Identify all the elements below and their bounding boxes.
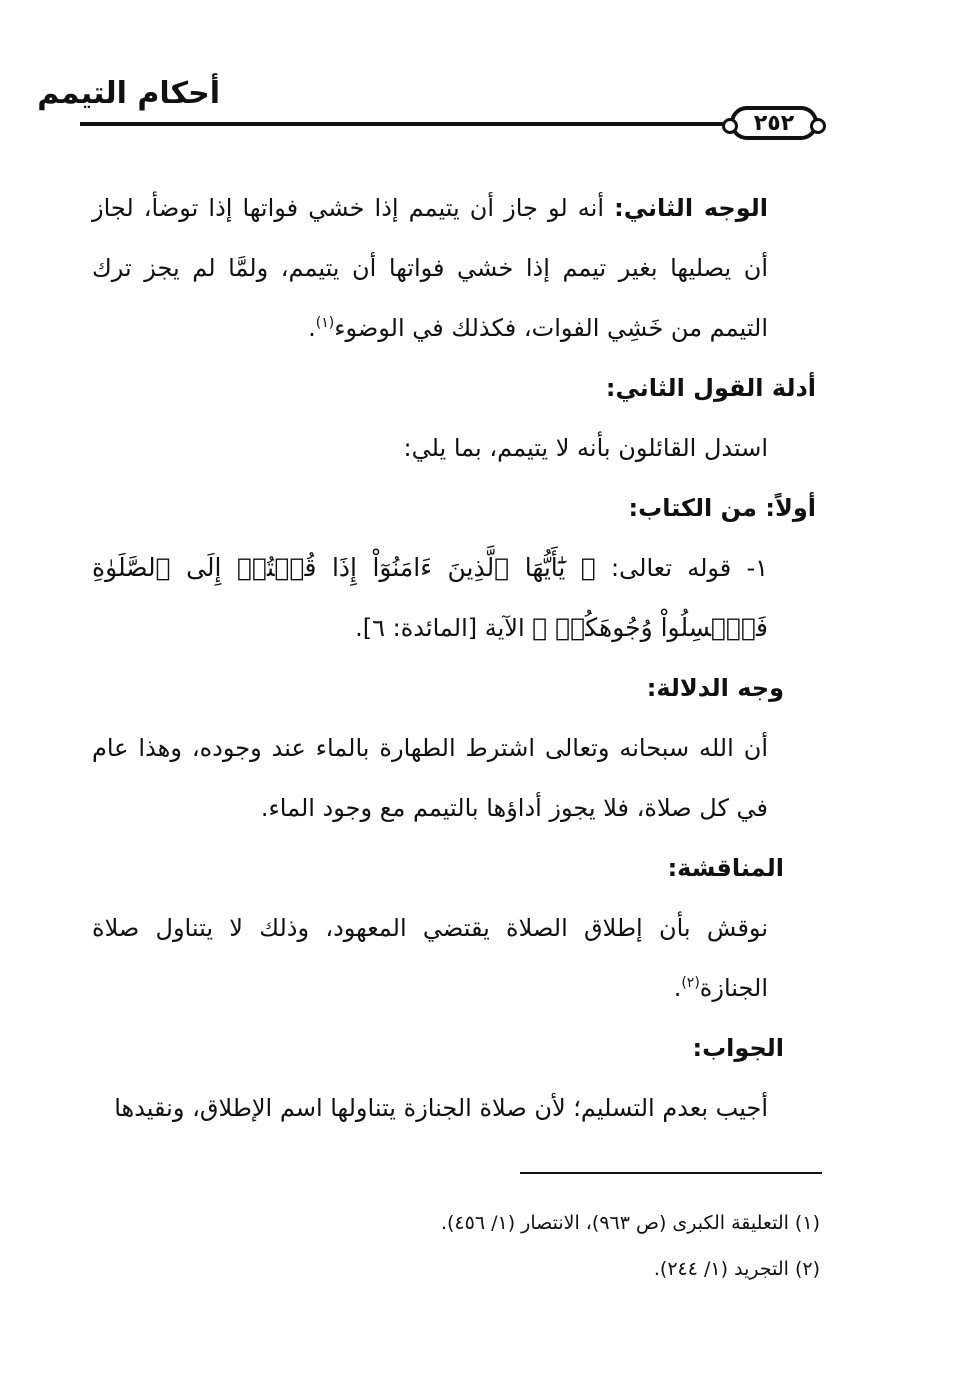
second-aspect-lead: الوجه الثاني: bbox=[614, 194, 769, 222]
second-aspect-text: أنه لو جاز أن يتيمم إذا خشي فواتها إذا توضأ، لجاز أن يصليها بغير تيمم إذا خشي فواتها أن يتيمم، ولمَّا لم يجز ترك التيمم من خَشِي الفوات، فكذلك في الوضوء bbox=[92, 194, 768, 342]
paragraph-evidence: أن الله سبحانه وتعالى اشترط الطهارة بالماء عند وجوده، وهذا عام في كل صلاة، فلا يجوز أداؤها بالتيمم مع وجود الماء. bbox=[92, 734, 768, 822]
quran-verse: ﴿ يَٰٓأَيُّهَا ٱلَّذِينَ ءَامَنُوٓاْ إِذَا قُمۡتُمۡ إِلَى ٱلصَّلَوٰةِ فَٱغۡسِلُواْ وُجُوهَكُمۡ ﴾ bbox=[92, 553, 768, 642]
heading-answer: الجواب: bbox=[692, 1034, 784, 1062]
discussion-end: . bbox=[673, 974, 682, 1002]
paragraph-intro: استدل القائلون بأنه لا يتيمم، بما يلي: bbox=[403, 434, 768, 462]
running-title: أحكام التيمم bbox=[37, 76, 220, 111]
footnote-ref-2[interactable]: (٢) bbox=[681, 975, 700, 991]
footnote-ref-1[interactable]: (١) bbox=[315, 315, 335, 331]
heading-discussion: المناقشة: bbox=[667, 854, 784, 882]
page-number-badge bbox=[730, 106, 818, 140]
discussion-text: نوقش بأن إطلاق الصلاة يقتضي المعهود، وذلك لا يتناول صلاة الجنازة bbox=[92, 914, 768, 1002]
verse-intro: قوله تعالى: bbox=[595, 554, 732, 582]
footnotes bbox=[300, 1200, 820, 1292]
paragraph-answer: أجيب بعدم التسليم؛ لأن صلاة الجنازة يتناولها اسم الإطلاق، ونقيدها bbox=[114, 1094, 768, 1122]
second-aspect-end: . bbox=[308, 314, 316, 342]
list-item-1 bbox=[92, 538, 816, 658]
heading-evidence-aspect: وجه الدلالة: bbox=[646, 674, 784, 702]
heading-from-book: أولاً: من الكتاب: bbox=[628, 494, 816, 522]
footnote-1: (١) التعليقة الكبرى (ص ٩٦٣)، الانتصار (١/ ٤٥٦). bbox=[440, 1212, 820, 1234]
footnote-separator bbox=[520, 1172, 822, 1174]
paragraph-second-aspect bbox=[92, 178, 816, 358]
heading-second-opinion-evidence: أدلة القول الثاني: bbox=[605, 374, 816, 402]
verse-reference: الآية [المائدة: ٦]. bbox=[355, 614, 533, 642]
paragraph-discussion bbox=[92, 898, 816, 1018]
footnote-2: (٢) التجريد (١/ ٢٤٤). bbox=[653, 1258, 820, 1280]
list-item-number: ١- bbox=[746, 554, 768, 582]
main-text bbox=[92, 178, 816, 1138]
page-number: ٢٥٢ bbox=[753, 110, 795, 136]
header-rule bbox=[80, 122, 730, 126]
